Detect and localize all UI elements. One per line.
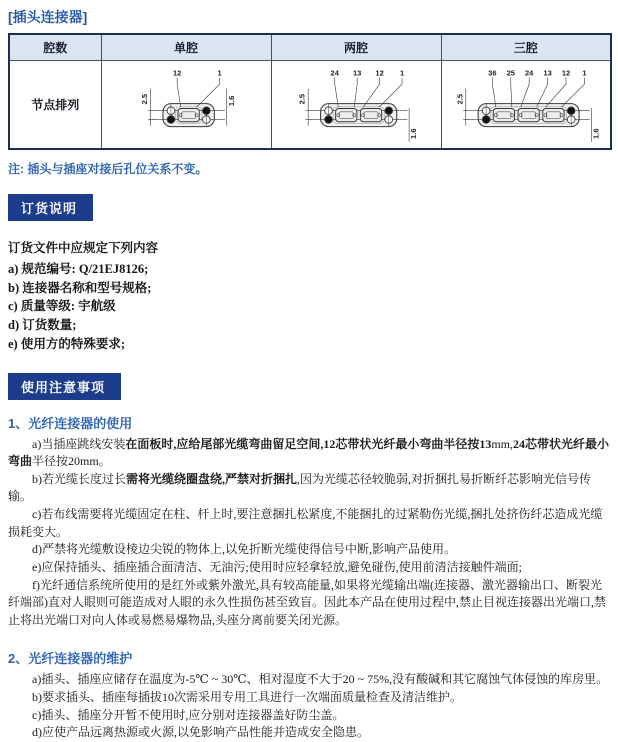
connector-diagram-double: [273, 62, 439, 147]
svg-text:1.6: 1.6: [226, 95, 236, 107]
usage-section: [8, 373, 610, 400]
usage-paragraph: c)若布线需要将光缆固定在柱、杆上时,要注意捆扎松紧度,不能捆扎的过紧勒伤光缆,捆扎处挤伤纤芯造成光缆损耗变大。: [8, 507, 603, 539]
usage-sections: [8, 413, 610, 742]
svg-text:12: 12: [172, 68, 182, 78]
usage-paragraph: a)插头、插座应储存在温度为-5℃ ~ 30℃、相对湿度不大于20 ~ 75%,没有酸碱和其它腐蚀气体侵蚀的库房里。: [32, 672, 609, 687]
usage-paragraph: c)插头、插座分开暂不使用时,应分别对连接器盖好防尘盖。: [32, 707, 345, 722]
ordering-items: [8, 260, 610, 354]
usage-subsection-title: 2、光纤连接器的维护: [8, 651, 133, 667]
ordering-item: b) 连接器名称和型号规格;: [8, 280, 152, 295]
connector-table: [8, 33, 612, 150]
svg-text:13: 13: [543, 68, 552, 78]
svg-text:24: 24: [330, 68, 339, 78]
svg-text:1: 1: [582, 68, 587, 78]
table-header-row: [9, 34, 611, 61]
svg-text:1.6: 1.6: [591, 128, 601, 139]
svg-text:12: 12: [375, 68, 384, 78]
diagram-cell-double: [271, 61, 441, 150]
svg-text:1: 1: [217, 68, 222, 78]
svg-text:2.5: 2.5: [297, 93, 307, 105]
usage-paragraph: b)若光缆长度过长需将光缆绕圈盘绕,严禁对折捆扎,因为光缆芯径较脆弱,对折捆扎易折断纤芯影响光信号传输。: [8, 471, 592, 504]
diagram-cell-single: [101, 61, 271, 150]
svg-text:2.5: 2.5: [140, 93, 150, 105]
usage-paragraph: a)当插座跳线安装在面板时,应给尾部光缆弯曲留足空间,12芯带状光纤最小弯曲半径按13mm,24芯带状光纤最小弯曲半径按20mm。: [8, 436, 610, 469]
row-label-node-arrangement: 节点排列: [9, 61, 101, 150]
svg-text:1: 1: [399, 68, 405, 78]
col-header-cavity-count: 腔数: [9, 34, 101, 61]
svg-text:36: 36: [487, 68, 497, 78]
usage-paragraph: b)要求插头、插座每插拔10次需采用专用工具进行一次端面质量检查及清洁维护。: [32, 690, 462, 704]
svg-text:2.5: 2.5: [455, 93, 464, 105]
connector-diagram-triple: [443, 62, 609, 147]
page-title: [插头连接器]: [8, 9, 88, 25]
col-header-double-cavity: 两腔: [271, 34, 441, 61]
table-row: [9, 61, 611, 150]
svg-text:1.6: 1.6: [409, 128, 419, 139]
ordering-item: a) 规范编号: Q/21EJ8126;: [8, 261, 149, 276]
svg-text:12: 12: [561, 68, 570, 78]
section-heading-usage: 使用注意事项: [8, 373, 121, 400]
usage-subsection-title: 1、光纤连接器的使用: [8, 415, 133, 431]
diagram-cell-triple: [441, 61, 611, 150]
connector-diagram-single: [103, 62, 269, 147]
section-heading-ordering: 订货说明: [8, 194, 93, 221]
ordering-item: d) 订货数量;: [8, 318, 77, 332]
svg-text:13: 13: [352, 68, 362, 78]
col-header-single-cavity: 单腔: [101, 34, 271, 61]
col-header-triple-cavity: 三腔: [441, 34, 611, 61]
svg-text:25: 25: [506, 68, 515, 78]
ordering-intro: 订货文件中应规定下列内容: [8, 241, 159, 255]
usage-paragraph: d)应使产品远离热源或火源,以免影响产品性能并造成安全隐患。: [32, 725, 369, 740]
usage-paragraph: d)严禁将光缆敷设棱边尖锐的物体上,以免折断光缆使得信号中断,影响产品使用。: [32, 542, 456, 557]
usage-paragraph: f)光纤通信系统所使用的是红外或紫外激光,具有较高能量,如果将光缆输出端(连接器、激光器输出口、断裂光纤端部)直对人眼则可能造成对人眼的永久性损伤甚至致盲。因此本产品在使用过程中,禁止目视连接器出光端口,禁止将出光端口对向人体或易燃易爆物品,头座分离前要关闭光源。: [8, 577, 607, 627]
ordering-item: c) 质量等级: 宇航级: [8, 299, 116, 314]
ordering-item: e) 使用方的特殊要求;: [8, 336, 125, 351]
svg-text:24: 24: [524, 68, 534, 78]
usage-paragraph: e)应保持插头、插座插合面清洁、无油污;使用时应轻拿轻放,避免碰伤,使用前清洁接触件端面;: [32, 559, 522, 574]
table-note: 注: 插头与插座对接后孔位关系不变。: [8, 162, 208, 176]
ordering-section: [8, 194, 610, 221]
